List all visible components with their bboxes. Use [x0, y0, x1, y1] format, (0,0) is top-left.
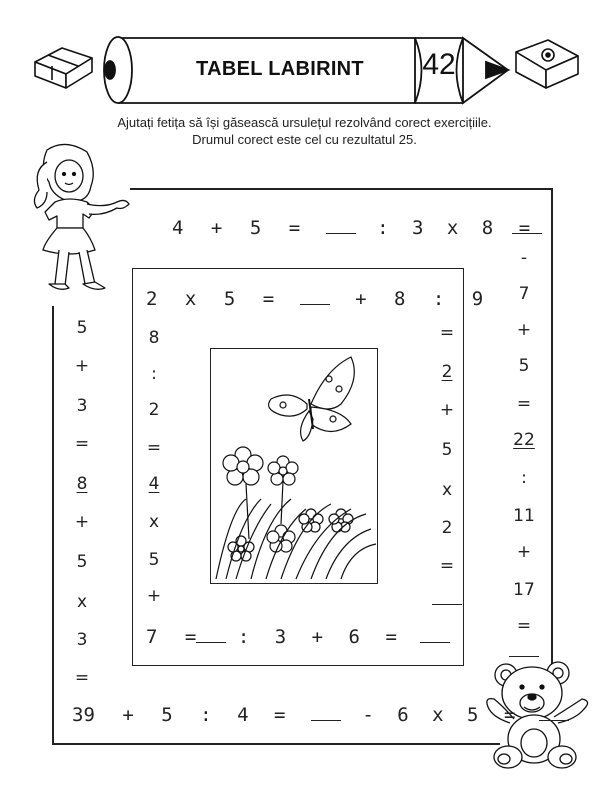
- number: 7: [146, 626, 158, 648]
- butterfly-icon: [269, 357, 355, 441]
- number: 39: [72, 704, 95, 726]
- middle-left-cell: 8: [148, 328, 160, 348]
- sharpener-icon: [516, 40, 578, 88]
- operator: =: [273, 704, 286, 726]
- outer-frame-left: [52, 306, 54, 743]
- operator: x: [432, 704, 444, 726]
- operator: :: [377, 217, 389, 239]
- operator: =: [262, 288, 275, 310]
- answer-blank[interactable]: [311, 704, 341, 721]
- outer-right-cell: =: [516, 394, 532, 414]
- number: 2: [146, 288, 158, 310]
- number: 5: [223, 288, 236, 310]
- middle-right-cell: 5: [441, 440, 453, 460]
- operator: +: [210, 217, 223, 239]
- instruction-line-2: Drumul corect este cel cu rezultatul 25.: [192, 132, 417, 147]
- outer-right-cell: -: [520, 248, 528, 268]
- operator: =: [385, 626, 397, 648]
- eraser-icon: [35, 48, 92, 88]
- butterfly-flowers-illustration: [211, 349, 377, 583]
- operator: :: [237, 626, 250, 648]
- outer-left-cell: +: [74, 356, 90, 376]
- answer-blank[interactable]: [539, 704, 569, 721]
- number: 6: [348, 626, 360, 648]
- page-number: 42: [422, 48, 456, 81]
- outer-right-cell: 11: [513, 506, 535, 526]
- outer-right-cell: 22: [513, 430, 535, 450]
- outer-left-cell: 8: [76, 474, 88, 494]
- outer-frame-bottom: [52, 743, 500, 745]
- middle-right-cell: 2: [441, 518, 453, 538]
- operator: x: [184, 288, 197, 310]
- outer-right-cell: 7: [518, 284, 530, 304]
- outer-right-cell: 17: [513, 580, 535, 600]
- number: 4: [237, 704, 249, 726]
- middle-right-cell: =: [439, 556, 455, 576]
- outer-right-cell: =: [516, 616, 532, 636]
- outer-left-cell: =: [74, 434, 90, 454]
- operator: :: [200, 704, 212, 726]
- middle-left-cell: +: [146, 586, 162, 606]
- outer-frame-top: [130, 188, 552, 190]
- answer-blank[interactable]: [432, 588, 462, 605]
- number: 5: [161, 704, 173, 726]
- middle-right-cell: +: [439, 400, 455, 420]
- operator: =: [288, 217, 301, 239]
- number: 9: [471, 288, 484, 310]
- outer-left-cell: +: [74, 512, 90, 532]
- number: 6: [397, 704, 409, 726]
- outer-bottom-row: [72, 704, 569, 725]
- answer-blank[interactable]: [509, 640, 539, 657]
- operator: =: [518, 217, 531, 239]
- answer-blank[interactable]: [196, 626, 226, 643]
- number: 3: [274, 626, 287, 648]
- outer-top-row: [172, 217, 530, 238]
- operator: +: [311, 626, 324, 648]
- number: 8: [481, 217, 494, 239]
- operator: =: [184, 626, 197, 648]
- worksheet-title: TABEL LABIRINT: [196, 58, 364, 80]
- outer-left-cell: 5: [76, 318, 88, 338]
- middle-right-cell: x: [441, 480, 453, 500]
- operator: :: [432, 288, 445, 310]
- answer-blank[interactable]: [512, 217, 542, 234]
- instruction-line-1: Ajutați fetița să își găsească ursulețul rezolvând corect exercițiile.: [117, 115, 492, 130]
- header-illustration: [0, 0, 609, 110]
- outer-frame-right: [551, 188, 553, 672]
- number: 4: [172, 217, 184, 239]
- answer-blank[interactable]: [420, 626, 450, 643]
- flowers-icon: [216, 447, 376, 579]
- outer-left-cell: 3: [76, 630, 88, 650]
- outer-right-cell: +: [516, 542, 532, 562]
- outer-right-cell: :: [521, 468, 527, 488]
- number: 5: [467, 704, 479, 726]
- middle-left-cell: x: [148, 512, 160, 532]
- middle-left-cell: 2: [148, 400, 160, 420]
- number: 5: [249, 217, 262, 239]
- middle-left-cell: =: [146, 438, 162, 458]
- middle-left-cell: :: [151, 364, 157, 384]
- middle-right-cell: =: [439, 323, 455, 343]
- middle-right-cell: 2: [441, 362, 453, 382]
- middle-bottom-row: [146, 626, 450, 647]
- outer-right-cell: 5: [518, 356, 530, 376]
- operator: =: [503, 704, 516, 726]
- number: 3: [411, 217, 424, 239]
- operator: +: [355, 288, 367, 310]
- girl-illustration: [25, 142, 140, 302]
- operator: +: [122, 704, 134, 726]
- operator: -: [362, 704, 374, 726]
- answer-blank[interactable]: [300, 288, 330, 305]
- answer-blank[interactable]: [326, 217, 356, 234]
- outer-left-cell: 3: [76, 396, 88, 416]
- number: 8: [393, 288, 406, 310]
- operator: x: [446, 217, 459, 239]
- outer-left-cell: x: [76, 592, 88, 612]
- outer-left-cell: =: [74, 668, 90, 688]
- middle-left-cell: 5: [148, 550, 160, 570]
- middle-top-row: [146, 288, 483, 309]
- outer-left-cell: 5: [76, 552, 88, 572]
- middle-left-cell: 4: [148, 474, 160, 494]
- outer-right-cell: +: [516, 320, 532, 340]
